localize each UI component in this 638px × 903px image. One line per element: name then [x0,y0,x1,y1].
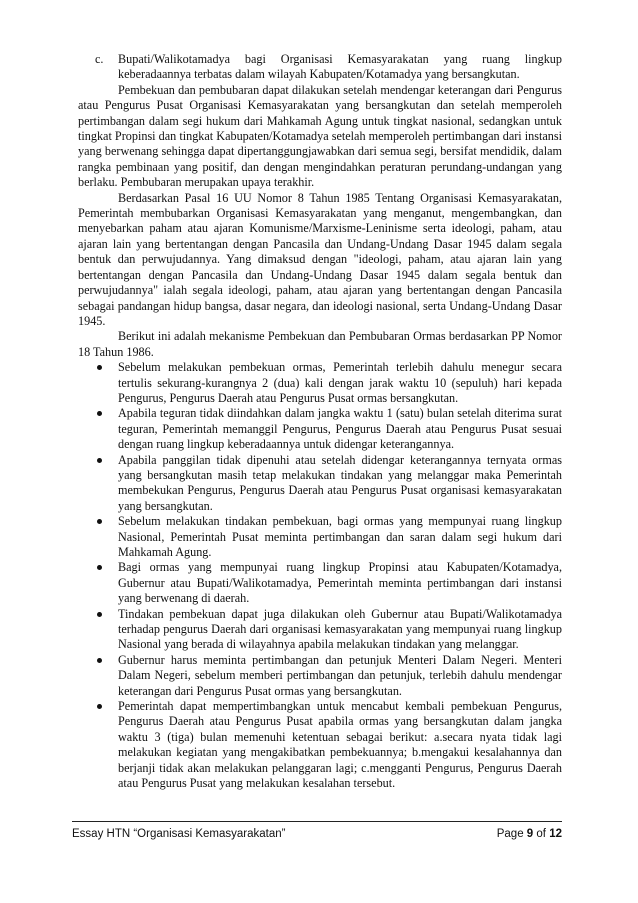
bullet-item: Sebelum melakukan pembekuan ormas, Pemerintah terlebih dahulu menegur secara tertulis sekurang-kurangnya 2 (dua) kali dengan jarak waktu 10 (sepuluh) hari kepada Pengurus, Pengurus Daerah atau Pengurus Pusat ormas bersangkutan. [78,360,562,406]
bullet-item: Sebelum melakukan tindakan pembekuan, bagi ormas yang mempunyai ruang lingkup Nasional, Pemerintah Pusat meminta pertimbangan dan saran dalam segi hukum dari Mahkamah Agung. [78,514,562,560]
list-item-label: c. [95,52,104,66]
footer-title: Essay HTN “Organisasi Kemasyarakatan” [72,828,286,840]
paragraph-pasal-16: Berdasarkan Pasal 16 UU Nomor 8 Tahun 1985 Tentang Organisasi Kemasyarakatan, Pemerintah membubarkan Organisasi Kemasyarakatan yang menganut, mengembangkan, dan menyebarkan paham atau ajaran Komunisme/Marxisme-Leninisme serta ideologi, paham, atau ajaran lain yang bertentangan dengan Pancasila dan Undang-Undang Dasar 1945 dalam segala bentuk dan perwujudannya. Yang dimaksud dengan "ideologi, paham, atau ajaran lain yang bertentangan dengan Pancasila dan Undang-Undang Dasar 1945 dalam segala bentuk dan perwujudannya" ialah segala ideologi, paham, atau ajaran yang bertentangan dengan Pancasila sebagai pandangan hidup bangsa, dasar negara, dan ideologi nasional, serta Undang-Undang Dasar 1945. [78,190,562,328]
bullet-item: Pemerintah dapat mempertimbangkan untuk mencabut kembali pembekuan Pengurus, Pengurus Daerah atau Pengurus Pusat apabila ormas yang bersangkutan dalam jangka waktu 3 (tiga) bulan memenuhi ketentuan sebagai berikut: a.secara nyata tidak lagi melakukan kegiatan yang mengakibatkan pembekuannya; b.mengakui kesalahannya dan berjanji tidak akan melakukan pelanggaran lagi; c.mengganti Pengurus, Pengurus Daerah atau Pengurus Pusat yang melakukan kesalahan tersebut. [78,699,562,791]
bullet-item: Apabila teguran tidak diindahkan dalam jangka waktu 1 (satu) bulan setelah diterima surat teguran, Pemerintah memanggil Pengurus, Pengurus Daerah atau Pengurus Pusat sesuai dengan ruang lingkup keberadaannya untuk didengar keterangannya. [78,406,562,452]
list-item-c [78,52,562,83]
bullet-dot-icon [97,612,102,617]
bullet-item: Bagi ormas yang mempunyai ruang lingkup Propinsi atau Kabupaten/Kotamadya, Gubernur atau Bupati/Walikotamadya, Pemerintah meminta pertimbangan dari instansi yang berwenang di daerah. [78,560,562,606]
bullet-dot-icon [97,519,102,524]
bullet-item: Gubernur harus meminta pertimbangan dan petunjuk Menteri Dalam Negeri. Menteri Dalam Negeri, sebelum memberi pertimbangan dan petunjuk, terlebih dahulu mendengar keterangan dari Pengurus Pusat ormas yang bersangkutan. [78,653,562,699]
bullet-dot-icon [97,458,102,463]
list-item-text: Bupati/Walikotamadya bagi Organisasi Kemasyarakatan yang ruang lingkup keberadaannya terbatas dalam wilayah Kabupaten/Kotamadya yang bersangkutan. [118,52,562,82]
bullet-item: Apabila panggilan tidak dipenuhi atau setelah didengar keterangannya ternyata ormas yang bersangkutan masih tetap melakukan tindakan yang melanggar maka Pemerintah membekukan Pengurus, Pengurus Daerah atau Pengurus Pusat organisasi kemasyarakatan yang bersangkutan. [78,453,562,515]
bullet-dot-icon [97,704,102,709]
bullet-dot-icon [97,658,102,663]
footer-rule [72,821,562,822]
page-number: Page 9 of 12 [496,828,562,840]
page-footer [72,828,562,840]
paragraph-mekanisme: Berikut ini adalah mekanisme Pembekuan dan Pembubaran Ormas berdasarkan PP Nomor 18 Tahun 1986. [78,329,562,359]
bullet-dot-icon [97,411,102,416]
bullet-dot-icon [97,365,102,370]
bullet-list [78,360,562,791]
bullet-dot-icon [97,565,102,570]
page-body [78,52,562,792]
paragraph-pembekuan: Pembekuan dan pembubaran dapat dilakukan setelah mendengar keterangan dari Pengurus atau Pengurus Pusat Organisasi Kemasyarakatan yang bersangkutan dan setelah memperoleh pertimbangan dalam segi hukum dari Mahkamah Agung untuk tingkat nasional, sedangkan untuk tingkat Propinsi dan tingkat Kabupaten/Kotamadya setelah memperoleh pertimbangan dari instansi yang berwenang sehingga dapat dipertanggungjawabkan dari semua segi, bersifat mendidik, dalam rangka pembinaan yang positif, dan dengan mengindahkan peraturan perundang-undangan yang berlaku. Pembubaran merupakan upaya terakhir. [78,82,562,190]
bullet-item: Tindakan pembekuan dapat juga dilakukan oleh Gubernur atau Bupati/Walikotamadya terhadap pengurus Daerah dari organisasi kemasyarakatan yang mempunyai ruang lingkup Nasional yang berada di wilayahnya apabila melakukan tindakan yang melanggar. [78,607,562,653]
